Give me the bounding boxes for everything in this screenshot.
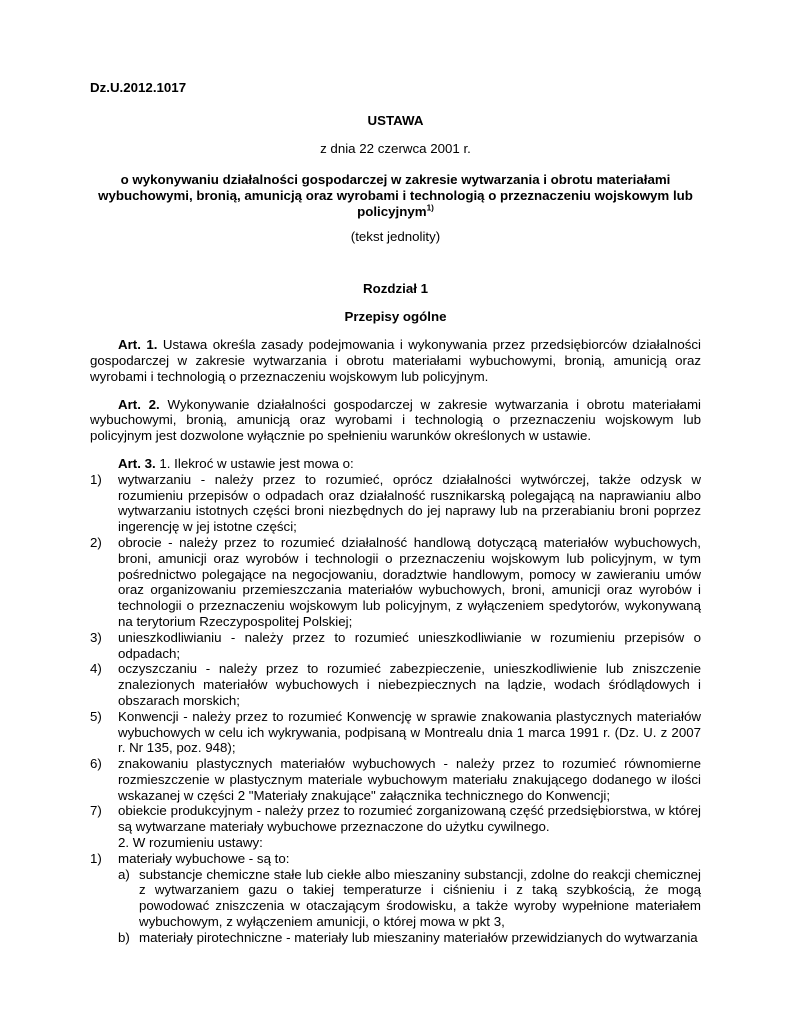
definition-item-2 [90, 535, 701, 630]
ust2-item-1 [90, 851, 701, 946]
document-title: USTAWA [367, 112, 424, 128]
item-number: 5) [90, 708, 102, 724]
item-text: oczyszczaniu - należy przez to rozumieć zabezpieczenie, unieszkodliwienie lub zniszczenie znalezionych materiałów wybuchowych i niebezpiecznych na lądzie, wodach śródlądowych i obszarach morskich; [118, 661, 701, 708]
subitem-letter: b) [118, 929, 130, 945]
ust2-intro: 2. W rozumieniu ustawy: [118, 835, 263, 851]
item-number: 6) [90, 756, 102, 772]
item-text: wytwarzaniu - należy przez to rozumieć, oprócz działalności wytwórczej, także odzysk w rozumieniu przepisów o odpadach oraz działalność rusznikarską polegającą na naprawianiu albo wytwarzaniu istotnych części broni niezbędnych do jej naprawy lub na przerabianiu broni poprzez ingerencję w jej istotne części; [118, 471, 701, 535]
item-text: znakowaniu plastycznych materiałów wybuchowych - należy przez to rozumieć równomierne rozmieszczenie w plastycznym materiale wybuchowym materiału znakującego dodanego w ilości wskazanej w części 2 "Materiały znakujące" załącznika technicznego do Konwencji; [118, 756, 701, 803]
consolidated-note: (tekst jednolity) [350, 228, 441, 244]
chapter-number: Rozdział 1 [362, 280, 429, 296]
definition-item-4 [90, 661, 701, 708]
definitions-list [90, 472, 701, 835]
item-text: obiekcie produkcyjnym - należy przez to rozumieć zorganizowaną część przedsiębiorstwa, w której są wytwarzane materiały wybuchowe przeznaczone do użytku cywilnego. [118, 803, 701, 835]
subitem-text: materiały pirotechniczne - materiały lub mieszaniny materiałów przewidzianych do wytwarzania [139, 929, 698, 945]
definition-item-7 [90, 803, 701, 835]
item-text: obrocie - należy przez to rozumieć działalność handlową dotyczącą materiałów wybuchowych, broni, amunicji oraz wyrobów i technologii o przeznaczeniu wojskowym lub policyjnym, w tym pośrednictwo polegające na negocjowaniu, doradztwie handlowym, pomocy w zawieraniu umów oraz organizowaniu przemieszczania materiałów wybuchowych, broni, amunicji oraz wyrobów i technologii o przeznaczeniu wojskowym lub policyjnym, z wyłączeniem spedytorów, wykonywaną na terytorium Rzeczypospolitej Polskiej; [118, 534, 701, 629]
definition-item-5 [90, 709, 701, 756]
item-number: 7) [90, 803, 102, 819]
item-number: 2) [90, 534, 102, 550]
article-3-label: Art. 3. [118, 455, 156, 471]
item-text: materiały wybuchowe - są to: [118, 850, 290, 866]
item-number: 1) [90, 471, 102, 487]
item-number: 4) [90, 661, 102, 677]
ust2-item-1a [118, 867, 701, 930]
article-1 [90, 337, 701, 384]
subitem-text: substancje chemiczne stałe lub ciekłe albo mieszaniny substancji, zdolne do reakcji chemicznej z wytwarzaniem gazu o takiej temperaturze i ciśnieniu i z taką szybkością, że mogą powodować zniszczenia w otaczającym środowisku, a także wyroby wypełnione materiałem wybuchowym, z wyłączeniem amunicji, o której mowa w pkt 3, [139, 866, 701, 930]
definition-item-6 [90, 756, 701, 803]
article-1-text: Ustawa określa zasady podejmowania i wykonywania przez przedsiębiorców działalności gospodarczej w zakresie wytwarzania i obrotu materiałami wybuchowymi, bronią, amunicją oraz wyrobami i technologią o przeznaczeniu wojskowym lub policyjnym. [90, 337, 702, 384]
article-2 [90, 397, 701, 444]
ust2-item-1b [118, 930, 701, 946]
subitem-letter: a) [118, 866, 130, 882]
journal-reference: Dz.U.2012.1017 [90, 80, 187, 95]
ust2-list [90, 851, 701, 946]
article-3-text: 1. Ilekroć w ustawie jest mowa o: [159, 455, 354, 471]
item-number: 3) [90, 629, 102, 645]
item-number: 1) [90, 850, 102, 866]
item-text: Konwencji - należy przez to rozumieć Konwencję w sprawie znakowania plastycznych materiałów wybuchowych w celu ich wykrywania, podpisaną w Montrealu dnia 1 marca 1991 r. (Dz. U. z 2007 r. Nr 135, poz. 948); [118, 708, 701, 756]
footnote-marker: 1) [426, 203, 434, 213]
definition-item-1 [90, 472, 701, 535]
subject-text: o wykonywaniu działalności gospodarczej w zakresie wytwarzania i obrotu materiałami wybuchowymi, bronią, amunicją oraz wyrobami i technologią o przeznaczeniu wojskowym lub policyjnym [98, 172, 693, 219]
date-line: z dnia 22 czerwca 2001 r. [320, 140, 471, 156]
article-3 [90, 456, 701, 472]
definition-item-3 [90, 630, 701, 662]
article-2-text: Wykonywanie działalności gospodarczej w zakresie wytwarzania i obrotu materiałami wybuchowymi, bronią, amunicją oraz wyrobami i technologią o przeznaczeniu wojskowym lub policyjnym jest dozwolone wyłącznie po spełnieniu warunków określonych w ustawie. [90, 396, 701, 444]
subject-title [90, 172, 701, 219]
chapter-title: Przepisy ogólne [344, 309, 447, 325]
item-text: unieszkodliwianiu - należy przez to rozumieć unieszkodliwianie w rozumieniu przepisów o odpadach; [118, 629, 701, 661]
article-2-label: Art. 2. [118, 396, 160, 412]
article-1-label: Art. 1. [118, 337, 158, 353]
